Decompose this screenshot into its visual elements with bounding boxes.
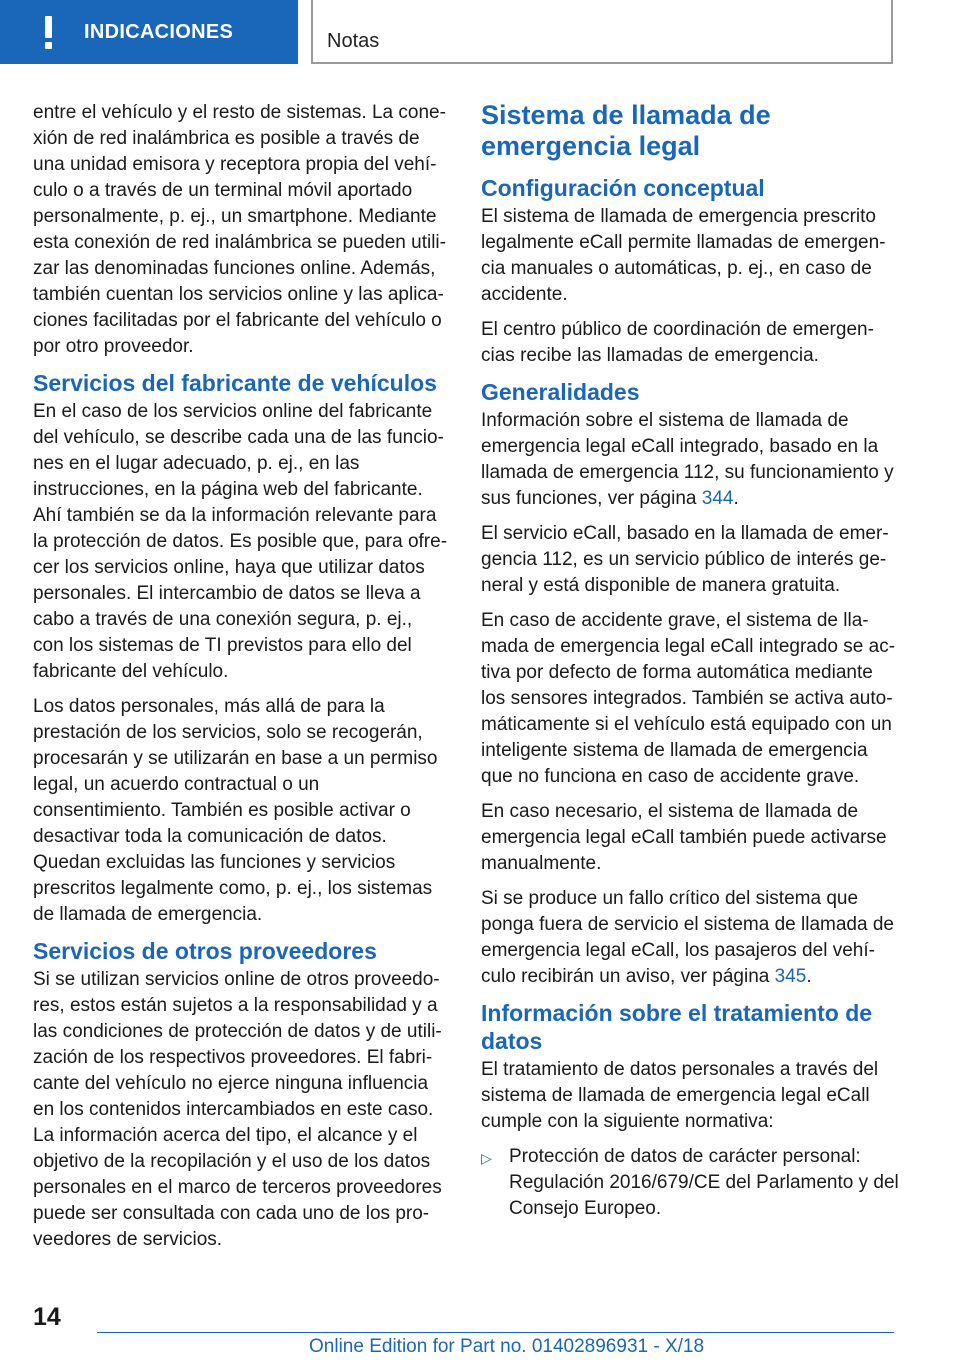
- paragraph: El sistema de llamada de emergencia prescrito legalmente eCall permite llamadas de emergencia manuales o automáticas, p. ej., en caso de accidente.: [481, 206, 886, 305]
- edition-footer: Online Edition for Part no. 01402896931 - X/18: [309, 1336, 705, 1357]
- heading-data-processing: Información sobre el tratamiento de datos: [481, 1000, 873, 1054]
- paragraph: En caso necesario, el sistema de llamada de emergencia legal eCall también puede activarse manualmente.: [481, 801, 887, 874]
- page-link-344[interactable]: 344: [701, 488, 734, 509]
- exclamation-icon: [44, 16, 52, 49]
- paragraph: En el caso de los servicios online del fabricante del vehículo, se describe cada una de las funciones en el lugar adecuado, p. ej., en las instrucciones, en la página web del fabricante. Ahí también se da la información relevante para la protección de datos. Es posible que, para ofrecer los servicios online, haya que utilizar datos personales. El intercambio de datos se lleva a cabo a través de una conexión segura, p. ej., con los sistemas de TI previstos para ello del fabricante del vehículo.: [33, 401, 448, 682]
- right-column: [481, 100, 899, 1222]
- heading-other-providers: Servicios de otros proveedores: [33, 938, 377, 964]
- page-number: 14: [33, 1303, 61, 1331]
- notes-label: Notas: [327, 30, 380, 52]
- heading-general: Generalidades: [481, 379, 640, 405]
- section-tab: [0, 0, 298, 64]
- paragraph: Los datos personales, más allá de para la prestación de los servicios, solo se recogerán, procesarán y se utilizarán en base a un permiso legal, un acuerdo contractual o un consentimiento. También es posible activar o desactivar toda la comunicación de datos. Quedan excluidas las funciones y servicios prescritos legalmente como, p. ej., los sistemas de llamada de emergencia.: [33, 696, 438, 925]
- paragraph: entre el vehículo y el resto de sistemas. La conexión de red inalámbrica es posible a través de una unidad emisora y receptora propia del vehículo o a través de un terminal móvil aportado personalmente, p. ej., un smartphone. Mediante esta conexión de red inalámbrica se pueden utilizar las denominadas funciones online. Además, también cuentan los servicios online y las aplicaciones facilitadas por el fabricante del vehículo o por otro proveedor.: [33, 102, 446, 357]
- paragraph: Si se produce un fallo crítico del sistema que ponga fuera de servicio el sistema de llamada de emergencia legal eCall, los pasajeros del vehículo recibirán un aviso, ver página 345.: [481, 888, 894, 987]
- paragraph: En caso de accidente grave, el sistema de llamada de emergencia legal eCall integrado se activa por defecto de forma automática mediante los sensores integrados. También se activa automáticamente si el vehículo está equipado con un inteligente sistema de llamada de emergencia que no funciona en caso de accidente grave.: [481, 610, 896, 787]
- notes-header: [311, 0, 893, 64]
- page-link-345[interactable]: 345: [774, 966, 807, 987]
- paragraph: Si se utilizan servicios online de otros proveedores, estos están sujetos a la responsabilidad y a las condiciones de protección de datos y de utilización de los respectivos proveedores. El fabricante del vehículo no ejerce ninguna influencia en los contenidos intercambiados en este caso. La información acerca del tipo, el alcance y el objetivo de la recopilación y el uso de los datos personales en el marco de terceros proveedores puede ser consultada con cada uno de los proveedores de servicios.: [33, 969, 442, 1250]
- heading-manufacturer-services: Servicios del fabricante de vehículos: [33, 370, 437, 396]
- paragraph: Información sobre el sistema de llamada de emergencia legal eCall integrado, basado en la llamada de emergencia 112, su funcionamiento y sus funciones, ver página 344.: [481, 410, 894, 509]
- heading-concept: Configuración conceptual: [481, 175, 765, 201]
- paragraph: El servicio eCall, basado en la llamada de emergencia 112, es un servicio público de interés general y está disponible de manera gratuita.: [481, 523, 889, 596]
- paragraph: El tratamiento de datos personales a través del sistema de llamada de emergencia legal eCall cumple con la siguiente normativa:: [481, 1059, 879, 1132]
- paragraph: El centro público de coordinación de emergencias recibe las llamadas de emergencia.: [481, 319, 874, 366]
- footer-divider: [97, 1332, 894, 1333]
- left-column: [33, 100, 448, 1262]
- heading-emergency-call: Sistema de llamada de emergencia legal: [481, 100, 771, 161]
- list-item: ▷ Protección de datos de carácter personal: Regulación 2016/679/CE del Parlamento y del Consejo Europeo.: [481, 1144, 899, 1222]
- section-label: INDICACIONES: [84, 20, 234, 43]
- triangle-right-icon: ▷: [481, 1150, 492, 1166]
